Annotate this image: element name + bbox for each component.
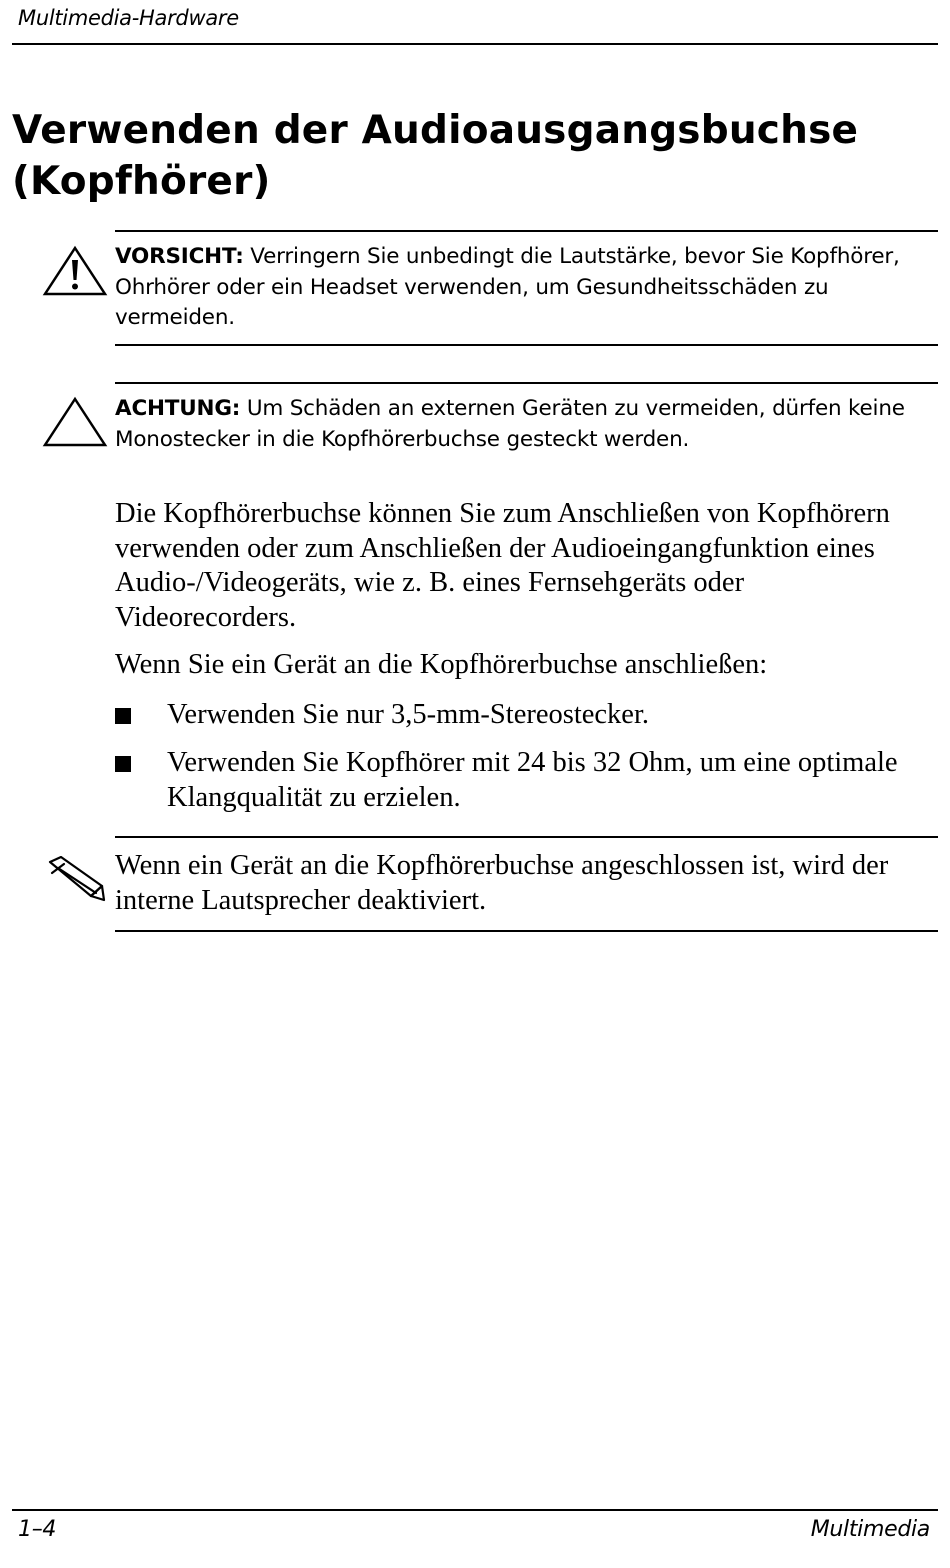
warning-bottom-rule xyxy=(115,344,938,346)
warning-text: Verringern Sie unbedingt die Lautstärke, bevor Sie Kopfhörer, Ohrhörer oder ein Headset verwenden, um Gesundheitsschäden zu vermeiden. xyxy=(115,244,900,330)
note-text: Wenn ein Gerät an die Kopfhörerbuchse angeschlossen ist, wird der interne Lautsprecher deaktiviert. xyxy=(115,850,889,916)
caution-top-rule xyxy=(115,382,938,384)
pencil-note-icon xyxy=(44,856,106,902)
body-paragraph-1: Die Kopfhörerbuchse können Sie zum Anschließen von Kopfhörern verwenden oder zum Anschließen der Audioeingangfunktion eines Audio-/Videogeräts, wie z. B. eines Fernsehgeräts oder Videorecorders. xyxy=(115,498,890,633)
page-number: 1–4 xyxy=(18,1517,57,1542)
warning-exclamation-icon xyxy=(42,245,108,297)
warning-top-rule xyxy=(115,230,938,232)
caution-notice xyxy=(115,394,915,455)
body-paragraph-2: Wenn Sie ein Gerät an die Kopfhörerbuchse anschließen: xyxy=(115,649,768,680)
warning-label: VORSICHT: xyxy=(115,244,244,269)
list-item-text: Verwenden Sie nur 3,5-mm-Stereostecker. xyxy=(167,699,649,730)
page-title: Verwenden der Audioausgangsbuchse (Kopfhörer) xyxy=(12,108,859,204)
chapter-title: Multimedia xyxy=(810,1517,930,1542)
warning-notice xyxy=(115,242,915,334)
caution-triangle-icon xyxy=(42,396,108,448)
note-top-rule xyxy=(115,836,938,838)
footer-rule xyxy=(12,1509,938,1511)
square-bullet-icon xyxy=(115,756,131,772)
square-bullet-icon xyxy=(115,708,131,724)
header-rule xyxy=(12,43,938,45)
caution-text: Um Schäden an externen Geräten zu vermeiden, dürfen keine Monostecker in die Kopfhörerbuchse gesteckt werden. xyxy=(115,396,905,452)
note-bottom-rule xyxy=(115,930,938,932)
list-item-text: Verwenden Sie Kopfhörer mit 24 bis 32 Ohm, um eine optimale Klangqualität zu erzielen. xyxy=(167,747,898,813)
caution-label: ACHTUNG: xyxy=(115,396,241,421)
running-header: Multimedia-Hardware xyxy=(18,6,239,30)
